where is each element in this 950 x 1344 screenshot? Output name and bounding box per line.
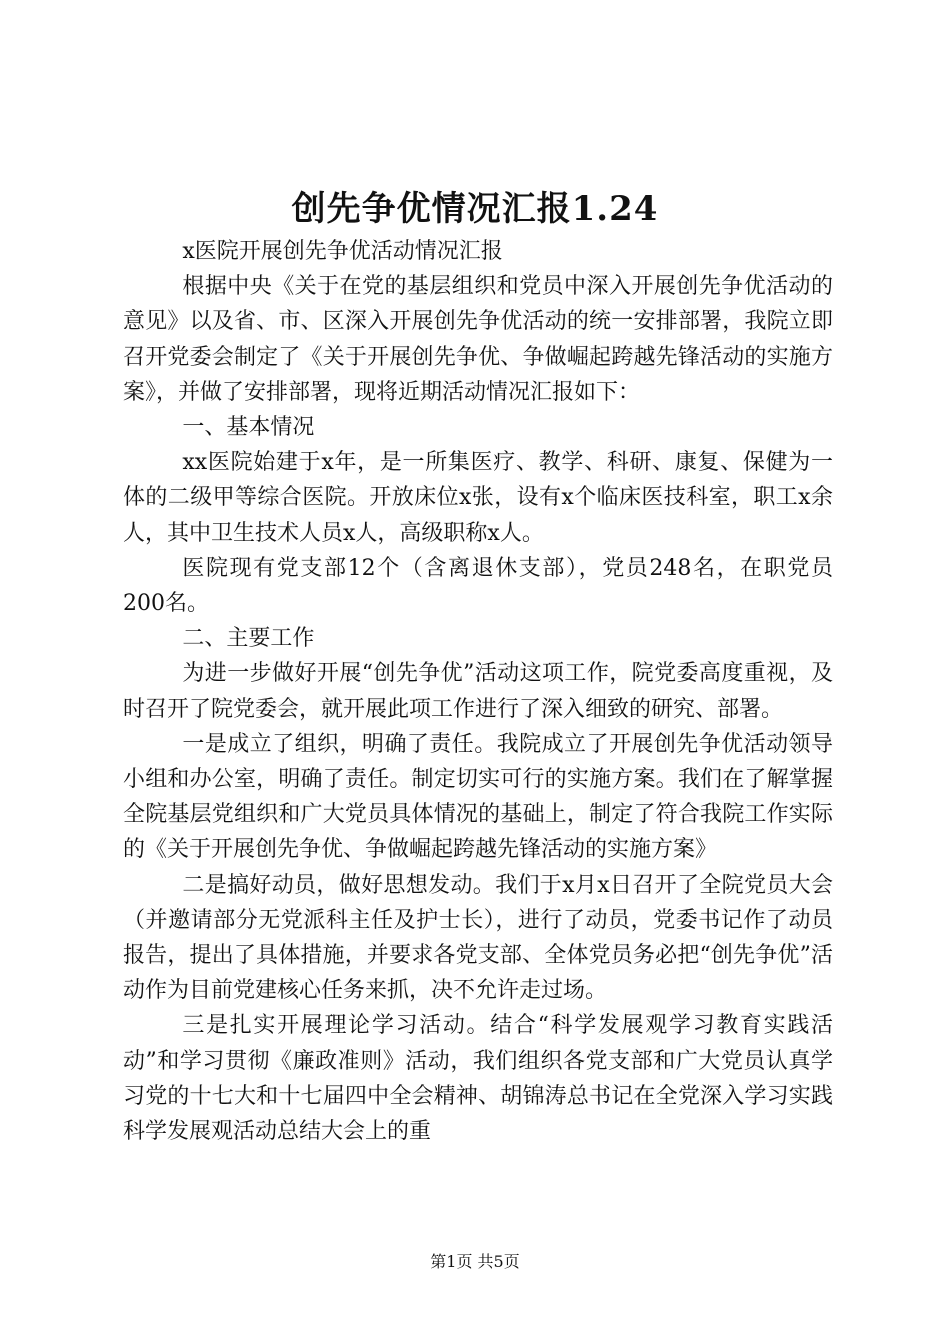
party-branch-paragraph: 医院现有党支部12个（含离退休支部），党员248名，在职党员200名。	[123, 555, 833, 617]
section-heading-basic-info: 一、基本情况	[182, 415, 315, 441]
document-title: 创先争优情况汇报1.24	[291, 189, 659, 229]
section-heading-main-work: 二、主要工作	[182, 626, 315, 652]
organization-paragraph: 一是成立了组织，明确了责任。我院成立了开展创先争优活动领导小组和办公室，明确了责任。制定切实可行的实施方案。我们在了解掌握全院基层党组织和广大党员具体情况的基础上，制定了符合我院工作实际的《关于开展创先争优、争做崛起跨越先锋活动的实施方案》	[123, 731, 833, 863]
subtitle-paragraph: x医院开展创先争优活动情况汇报	[182, 239, 503, 264]
page-number-footer: 第1页 共5页	[430, 1252, 520, 1271]
hospital-profile-paragraph: xx医院始建于x年，是一所集医疗、教学、科研、康复、保健为一体的二级甲等综合医院。开放床位x张，设有x个临床医技科室，职工x余人，其中卫生技术人员x人，高级职称x人。	[123, 450, 833, 546]
main-work-intro-paragraph: 为进一步做好开展“创先争优”活动这项工作，院党委高度重视，及时召开了院党委会，就开展此项工作进行了深入细致的研究、部署。	[123, 661, 833, 722]
document-body	[123, 234, 833, 1149]
intro-paragraph: 根据中央《关于在党的基层组织和党员中深入开展创先争优活动的意见》以及省、市、区深入开展创先争优活动的统一安排部署，我院立即召开党委会制定了《关于开展创先争优、争做崛起跨越先锋活动的实施方案》，并做了安排部署，现将近期活动情况汇报如下：	[123, 274, 833, 405]
mobilization-paragraph: 二是搞好动员，做好思想发动。我们于x月x日召开了全院党员大会（并邀请部分无党派科主任及护士长），进行了动员，党委书记作了动员报告，提出了具体措施，并要求各党支部、全体党员务必把“创先争优”活动作为目前党建核心任务来抓，决不允许走过场。	[123, 872, 833, 1004]
theory-study-paragraph: 三是扎实开展理论学习活动。结合“科学发展观学习教育实践活动”和学习贯彻《廉政准则》活动，我们组织各党支部和广大党员认真学习党的十七大和十七届四中全会精神、胡锦涛总书记在全党深入学习实践科学发展观活动总结大会上的重	[123, 1013, 833, 1145]
